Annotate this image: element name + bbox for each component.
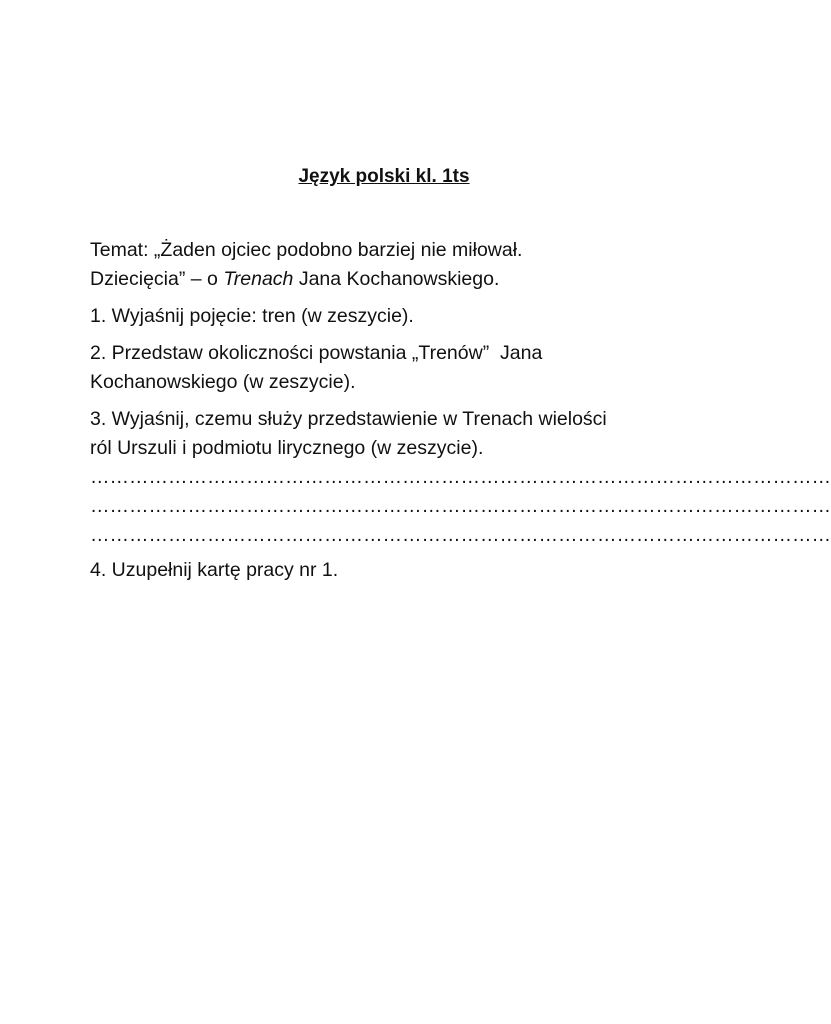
topic-paragraph (90, 236, 690, 294)
task-2 (90, 339, 690, 397)
task-1: 1. Wyjaśnij pojęcie: tren (w zeszycie). (90, 305, 414, 327)
task-3 (90, 405, 690, 463)
task-4: 4. Uzupełnij kartę pracy nr 1. (90, 559, 339, 581)
answer-line: …………………………………………………………………………………………………… (90, 524, 831, 546)
answer-lines (90, 463, 831, 550)
task-2-line-1: 2. Przedstaw okoliczności powstania „Trenów” Jana (90, 342, 543, 364)
task-3-line-1: 3. Wyjaśnij, czemu służy przedstawienie w Trenach wielości (90, 408, 607, 430)
document-content (90, 236, 831, 593)
task-2-line-2: Kochanowskiego (w zeszycie). (90, 371, 356, 393)
answer-line: …………………………………………………………………………………………………… (90, 495, 831, 517)
topic-line-2-end: Jana Kochanowskiego. (293, 268, 500, 290)
topic-line-2-start: Dziecięcia” – o (90, 268, 224, 290)
answer-line: …………………………………………………………………………………………………… (90, 466, 831, 488)
document-title: Język polski kl. 1ts (298, 166, 470, 187)
topic-line-1: Temat: „Żaden ojciec podobno barziej nie miłował. (90, 239, 523, 261)
topic-italic-title: Trenach (223, 268, 294, 290)
task-3-line-2: ról Urszuli i podmiotu lirycznego (w zeszycie). (90, 437, 484, 459)
